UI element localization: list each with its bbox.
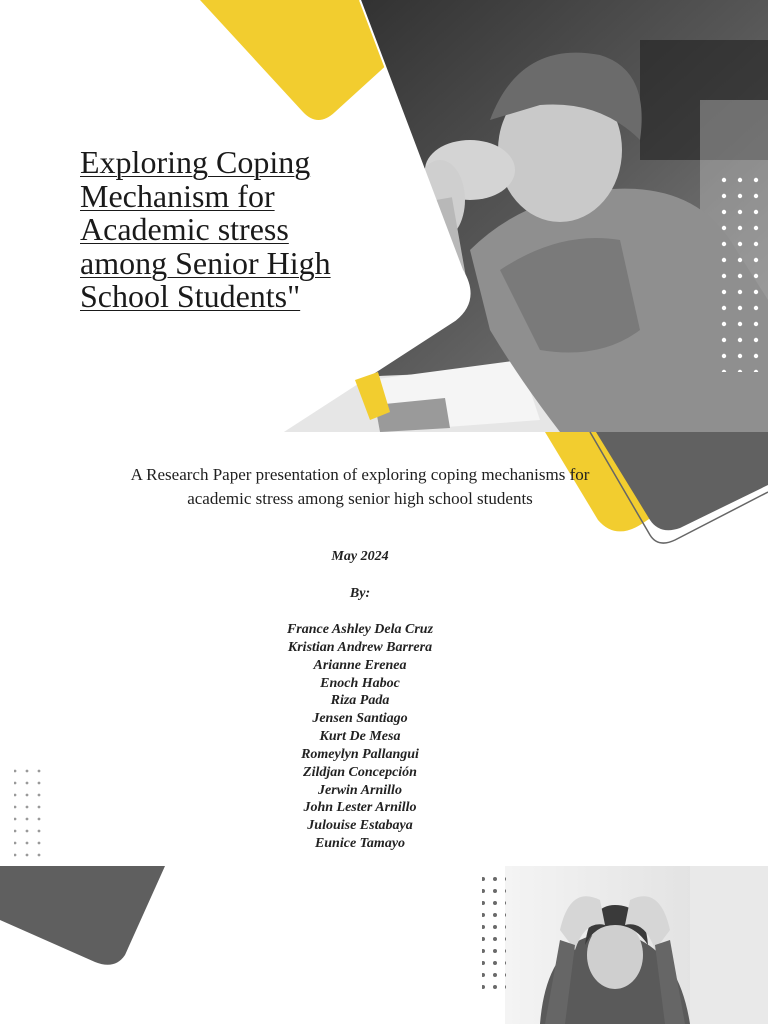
author-list — [210, 621, 510, 853]
stressed-woman-photo — [505, 866, 768, 1024]
author-name: Riza Pada — [330, 693, 390, 709]
page-title: Exploring Coping Mechanism for Academic stress among Senior High School Students" — [80, 144, 331, 314]
white-dots-pattern — [718, 172, 766, 372]
date: May 2024 — [331, 549, 389, 564]
author-name: Jensen Santiago — [312, 711, 408, 727]
author-name: Arianne Erenea — [313, 657, 407, 673]
author-name: Eunice Tamayo — [314, 836, 406, 852]
gray-triangle-left — [0, 866, 165, 965]
author-name: France Ashley Dela Cruz — [286, 622, 434, 637]
author-name: Julouise Estabaya — [307, 818, 413, 834]
title-block — [80, 146, 380, 314]
author-name: Zildjan Concepción — [303, 764, 417, 780]
gray-dots-left — [14, 762, 48, 860]
dark-dots-bottom — [482, 872, 506, 992]
author-name: Kristian Andrew Barrera — [287, 639, 433, 655]
subtitle: A Research Paper presentation of exploring coping mechanisms for academic stress among senior high school students — [130, 465, 590, 508]
author-name: Jerwin Arnillo — [318, 782, 402, 798]
author-name: Romeylyn Pallangui — [301, 746, 419, 762]
author-name: John Lester Arnillo — [303, 800, 417, 816]
author-name: Kurt De Mesa — [319, 729, 401, 745]
author-name: Enoch Haboc — [320, 675, 400, 691]
by-label: By: — [349, 586, 371, 601]
